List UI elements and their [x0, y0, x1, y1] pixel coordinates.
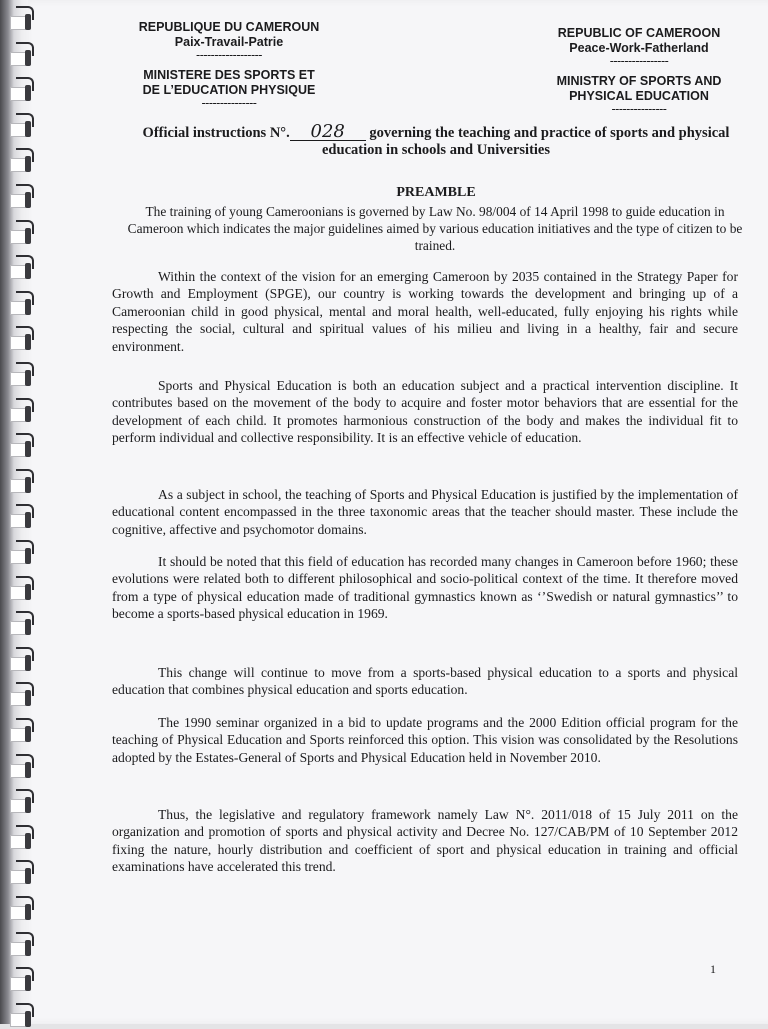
binding-ring: [16, 860, 36, 886]
paragraph-discipline: Sports and Physical Education is both an education subject and a practical intervention discipline. It contributes based on the movement of the body to acquire and foster motor behaviors that are essential for the development of each child. It promotes harmonious construction of the body and makes the individual fit to perform individual and collective responsibility. It is an effective vehicle of education.: [112, 378, 738, 446]
binding-ring: [16, 42, 36, 68]
title-prefix: Official instructions N°.: [142, 125, 290, 141]
instruction-number: 028: [290, 124, 366, 141]
binding-ring: [16, 540, 36, 566]
header-right: [532, 26, 746, 114]
binding-ring: [16, 6, 36, 32]
preamble-heading: PREAMBLE: [396, 185, 476, 200]
binding-ring: [16, 754, 36, 780]
header-left-motto: Paix-Travail-Patrie: [174, 35, 284, 49]
intro-paragraph: The training of young Cameroonians is governed by Law No. 98/004 of 14 April 1998 to guide education in Cameroon which indicates the major guidelines aimed by various education initiatives and the type of citizen to be trained.: [127, 204, 743, 253]
binding-ring: [16, 611, 36, 637]
binding-ring: [16, 113, 36, 139]
binding-ring: [16, 398, 36, 424]
paragraph-subject: As a subject in school, the teaching of Sports and Physical Education is justified by the implementation of educational content encompassed in the three taxonomic areas that the teacher should master. These include the cognitive, affective and psychomotor domains.: [112, 487, 738, 537]
header-left-ministry-1: MINISTERE DES SPORTS ET: [143, 68, 315, 82]
header-right-country: REPUBLIC OF CAMEROON: [557, 26, 721, 40]
binding-ring: [16, 967, 36, 993]
binding-ring: [16, 326, 36, 352]
header-right-rule-2: ---------------: [611, 102, 667, 116]
paragraph-history: It should be noted that this field of education has recorded many changes in Cameroon before 1960; these evolutions were related both to different philosophical and socio-political context of the time. It therefore moved from a type of physical education made of traditional gymnastics known as ‘’Swedish or natural gymnastics’’ to become a sports-based physical education in 1969.: [112, 554, 738, 622]
header-right-rule-1: ----------------: [609, 54, 669, 68]
binding-ring: [16, 504, 36, 530]
paragraph-legislation: Thus, the legislative and regulatory framework namely Law N°. 2011/018 of 15 July 2011 on the organization and promotion of sports and physical activity and Decree No. 127/CAB/PM of 10 September 2012 fixing the nature, hourly distribution and coefficient of sport and physical education in training and official examinations have accelerated this trend.: [112, 807, 738, 875]
binding-ring: [16, 932, 36, 958]
binding-ring: [16, 1003, 36, 1029]
binding-ring: [16, 148, 36, 174]
binding-ring: [16, 77, 36, 103]
binding-ring: [16, 220, 36, 246]
binding-ring: [16, 718, 36, 744]
binding-ring: [16, 789, 36, 815]
binding-ring: [16, 362, 36, 388]
document-title: [116, 121, 756, 159]
header-right-ministry-2: PHYSICAL EDUCATION: [569, 89, 709, 103]
binding-ring: [16, 576, 36, 602]
binding-ring: [16, 647, 36, 673]
binding-ring: [16, 255, 36, 281]
paragraph-vision: Within the context of the vision for an emerging Cameroon by 2035 contained in the Strategy Paper for Growth and Employment (SPGE), our country is working towards the development and bringing up of a Cameroonian child in good physical, mental and moral health, well-educated, fully enjoying his rights while respecting the social, cultural and spiritual values of his milieu and living in a healthy, fair and secure environment.: [112, 269, 738, 354]
binding-ring: [16, 433, 36, 459]
binding-ring: [16, 469, 36, 495]
binding-ring: [16, 291, 36, 317]
header-left: [118, 20, 340, 108]
document-page: [20, 0, 768, 1024]
binding-ring: [16, 184, 36, 210]
binding-ring: [16, 682, 36, 708]
header-left-ministry-2: DE L’EDUCATION PHYSIQUE: [142, 83, 316, 97]
header-right-motto: Peace-Work-Fatherland: [569, 41, 709, 55]
header-left-rule-1: ------------------: [196, 48, 262, 62]
title-rest: governing the teaching and practice of sports and physical education in schools and Universities: [322, 125, 730, 158]
page-number: 1: [710, 962, 716, 976]
header-left-rule-2: ---------------: [201, 96, 257, 110]
paragraph-seminar: The 1990 seminar organized in a bid to update programs and the 2000 Edition official program for the teaching of Physical Education and Sports reinforced this option. This vision was consolidated by the Resolutions adopted by the Estates-General of Sports and Physical Education held in November 2010.: [112, 715, 738, 765]
binding-ring: [16, 825, 36, 851]
binding-ring: [16, 896, 36, 922]
paragraph-change: This change will continue to move from a sports-based physical education to a sports and physical education that combines physical education and sports education.: [112, 665, 738, 698]
header-right-ministry-1: MINISTRY OF SPORTS AND: [556, 74, 722, 88]
header-left-country: REPUBLIQUE DU CAMEROUN: [138, 20, 320, 34]
